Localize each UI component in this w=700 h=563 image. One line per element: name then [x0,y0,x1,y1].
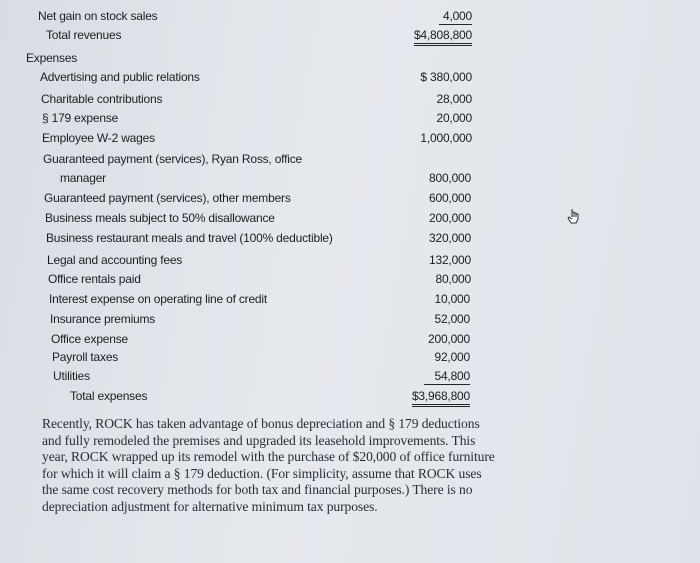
expense-amount: 54,800 [424,368,470,385]
expenses-heading: Expenses [26,51,78,65]
expense-amount: 132,000 [429,253,471,267]
expense-label: Advertising and public relations [40,70,200,84]
paragraph-line: Recently, ROCK has taken advantage of bonus depreciation and § 179 deductions [42,416,480,431]
paragraph-line: and fully remodeled the premises and upgraded its leasehold improvements. This [42,432,476,448]
expense-amount: 92,000 [434,350,470,364]
expense-label: Employee W-2 wages [42,131,155,145]
expense-label: Payroll taxes [52,350,119,364]
paragraph-line: the same cost recovery methods for both tax and financial purposes.) There is no [42,482,473,498]
problem-description [42,416,632,516]
revenue-label: Total revenues [46,28,122,42]
expense-label: Interest expense on operating line of credit [49,292,268,306]
expense-amount: 52,000 [434,312,470,326]
revenue-label: Net gain on stock sales [38,9,158,23]
paragraph-line: year, ROCK wrapped up its remodel with the purchase of $20,000 of office furniture [42,449,495,465]
expense-label: Office expense [51,332,129,346]
expense-amount: 10,000 [434,292,470,306]
expense-amount: 1,000,000 [420,131,472,145]
expense-label: Charitable contributions [41,92,163,106]
expense-amount: 600,000 [429,191,471,205]
expense-label: manager [60,171,106,185]
paragraph-line: for which it will claim a § 179 deduction. (For simplicity, assume that ROCK uses [42,465,482,481]
expense-label: Guaranteed payment (services), Ryan Ross, office [43,152,302,166]
paragraph-line: depreciation adjustment for alternative minimum tax purposes. [42,498,378,514]
revenue-amount: 4,000 [439,8,472,25]
expense-amount: 320,000 [429,231,471,245]
expense-label: Business restaurant meals and travel (100% deductible) [46,231,333,245]
expense-label: Utilities [53,369,90,383]
mouse-pointer-icon [566,208,580,224]
revenue-amount: $4,808,800 [414,27,472,46]
expense-label: Insurance premiums [50,312,156,326]
expense-amount: 28,000 [436,92,472,106]
expense-amount: 80,000 [435,272,471,286]
total-expenses-label: Total expenses [70,389,148,403]
expense-label: Guaranteed payment (services), other members [44,191,291,205]
total-expenses-amount: $3,968,800 [412,388,470,407]
expense-amount: 200,000 [428,332,470,346]
expense-amount: 800,000 [429,171,471,185]
expense-label: Business meals subject to 50% disallowance [45,211,275,225]
expense-label: Legal and accounting fees [47,253,183,267]
expense-amount: $ 380,000 [420,70,472,84]
expense-label: Office rentals paid [48,272,141,286]
expense-label: § 179 expense [42,111,119,125]
expense-amount: 200,000 [429,211,471,225]
expense-amount: 20,000 [436,111,472,125]
